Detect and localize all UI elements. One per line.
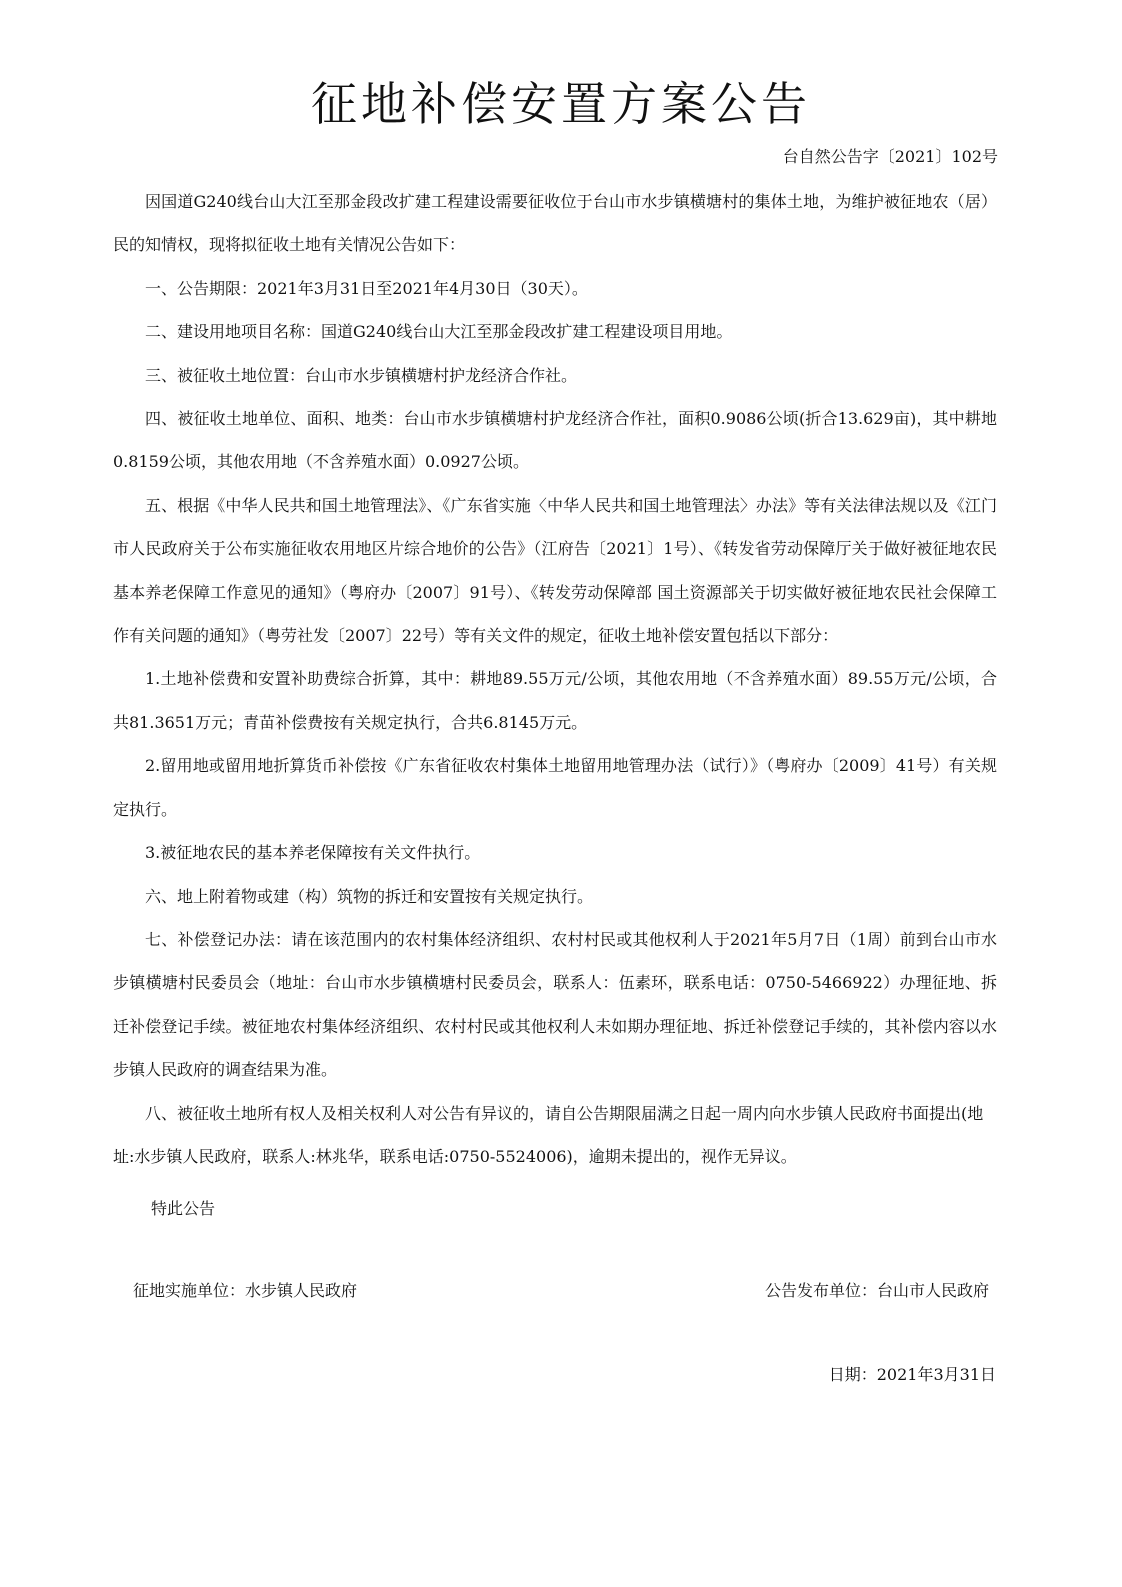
- paragraph-intro: 因国道G240线台山大江至那金段改扩建工程建设需要征收位于台山市水步镇横塘村的集体土地，为维护被征地农（居）民的知情权，现将拟征收土地有关情况公告如下：: [113, 192, 997, 255]
- paragraph-reserved-land: 2.留用地或留用地折算货币补偿按《广东省征收农村集体土地留用地管理办法（试行）》（粤府办〔2009〕41号）有关规定执行。: [113, 756, 997, 819]
- paragraph-legal-basis: 五、根据《中华人民共和国土地管理法》、《广东省实施〈中华人民共和国土地管理法〉办法》等有关法律法规以及《江门市人民政府关于公布实施征收农用地区片综合地价的公告》（江府告〔2021〕1号）、《转发省劳动保障厅关于做好被征地农民基本养老保障工作意见的通知》（粤府办〔2007〕91号）、《转发劳动保障部 国土资源部关于切实做好被征地农民社会保障工作有关问题的通知》（粤劳社发〔2007〕22号）等有关文件的规定，征收土地补偿安置包括以下部分：: [113, 495, 997, 646]
- notice-date: 日期：2021年3月31日: [828, 1365, 996, 1384]
- paragraph-land-area: 四、被征收土地单位、面积、地类：台山市水步镇横塘村护龙经济合作社，面积0.9086公顷(折合13.629亩)，其中耕地0.8159公顷，其他农用地（不含养殖水面）0.0927公顷。: [113, 409, 997, 472]
- document-number: 台自然公告字〔2021〕102号: [782, 147, 998, 166]
- paragraph-notice-period: 一、公告期限：2021年3月31日至2021年4月30日（30天）。: [145, 278, 588, 298]
- paragraph-project-name: 二、建设用地项目名称：国道G240线台山大江至那金段改扩建工程建设项目用地。: [145, 322, 733, 342]
- paragraph-land-location: 三、被征收土地位置：台山市水步镇横塘村护龙经济合作社。: [145, 365, 578, 385]
- paragraph-demolition: 六、地上附着物或建（构）筑物的拆迁和安置按有关规定执行。: [145, 886, 594, 906]
- closing-statement: 特此公告: [151, 1199, 216, 1218]
- paragraph-objection: 八、被征收土地所有权人及相关权利人对公告有异议的，请自公告期限届满之日起一周内向水步镇人民政府书面提出(地址:水步镇人民政府，联系人:林兆华，联系电话:0750-5524006)，逾期未提出的，视作无异议。: [113, 1103, 984, 1166]
- paragraph-pension: 3.被征地农民的基本养老保障按有关文件执行。: [145, 843, 481, 863]
- notice-title: 征地补偿安置方案公告: [311, 77, 811, 131]
- publishing-unit: 公告发布单位：台山市人民政府: [764, 1281, 989, 1300]
- paragraph-registration: 七、补偿登记办法：请在该范围内的农村集体经济组织、农村村民或其他权利人于2021年5月7日（1周）前到台山市水步镇横塘村民委员会（地址：台山市水步镇横塘村民委员会，联系人：伍素环，联系电话：0750-5466922）办理征地、拆迁补偿登记手续。被征地农村集体经济组织、农村村民或其他权利人未如期办理征地、拆迁补偿登记手续的，其补偿内容以水步镇人民政府的调查结果为准。: [113, 929, 997, 1080]
- implementing-unit: 征地实施单位：水步镇人民政府: [133, 1281, 358, 1300]
- notice-body: [113, 180, 997, 1178]
- paragraph-compensation-fees: 1.土地补偿费和安置补助费综合折算，其中：耕地89.55万元/公顷，其他农用地（不含养殖水面）89.55万元/公顷，合共81.3651万元；青苗补偿费按有关规定执行，合共6.8145万元。: [113, 669, 997, 732]
